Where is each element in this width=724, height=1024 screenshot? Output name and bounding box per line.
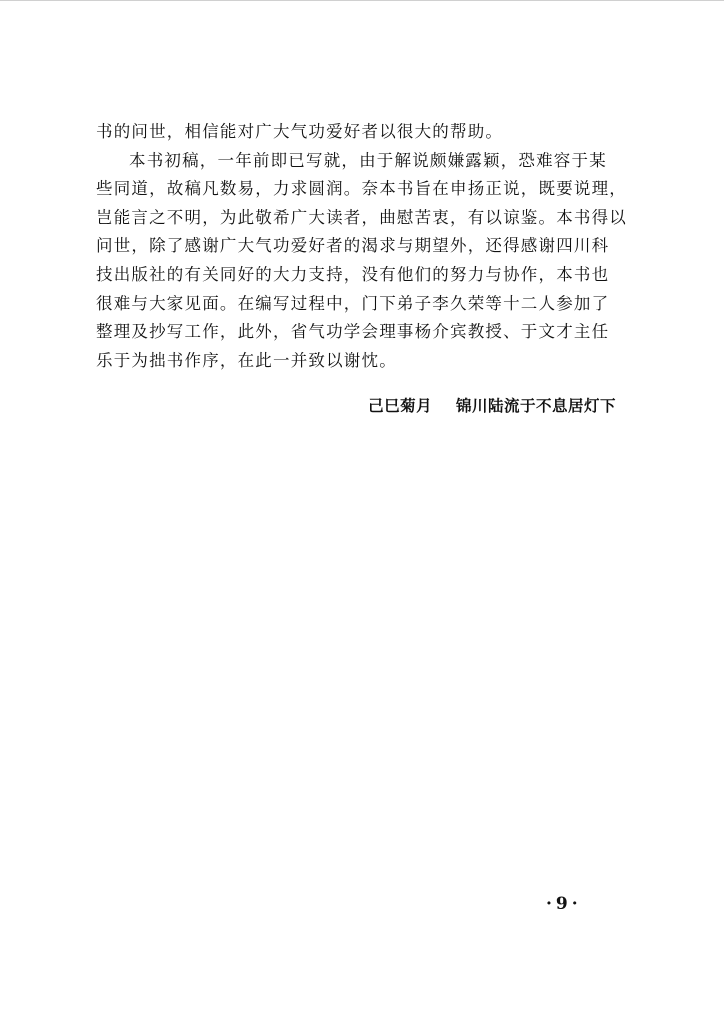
text-line: 书的问世，相信能对广大气功爱好者以很大的帮助。 [96,122,504,141]
text-line: 些同道，故稿凡数易，力求圆润。奈本书旨在申扬正说，既要说理， [96,179,627,199]
top-border [0,0,724,1]
text-line: 很难与大家见面。在编写过程中，门下弟子李久荣等十二人参加了 [96,293,610,313]
text-line: 整理及抄写工作，此外，省气功学会理事杨介宾教授、于文才主任 [96,322,610,342]
text-line: 乐于为拙书作序，在此一并致以谢忱。 [96,350,397,370]
signature-author: 锦川陆流于不息居灯下 [455,397,616,415]
body-text [96,118,627,375]
text-line: 问世，除了感谢广大气功爱好者的渴求与期望外，还得感谢四川科 [96,236,610,256]
signature [368,394,616,416]
text-line: 岂能言之不明，为此敬希广大读者，曲慰苦衷，有以谅鉴。本书得以 [96,207,627,227]
page-number: ·9· [546,894,582,914]
text-line: 本书初稿，一年前即已写就，由于解说颇嫌露颖，恐难容于某 [129,150,607,170]
text-line: 技出版社的有关同好的大力支持，没有他们的努力与协作，本书也 [96,264,610,284]
signature-date: 己巳菊月 [368,397,433,415]
